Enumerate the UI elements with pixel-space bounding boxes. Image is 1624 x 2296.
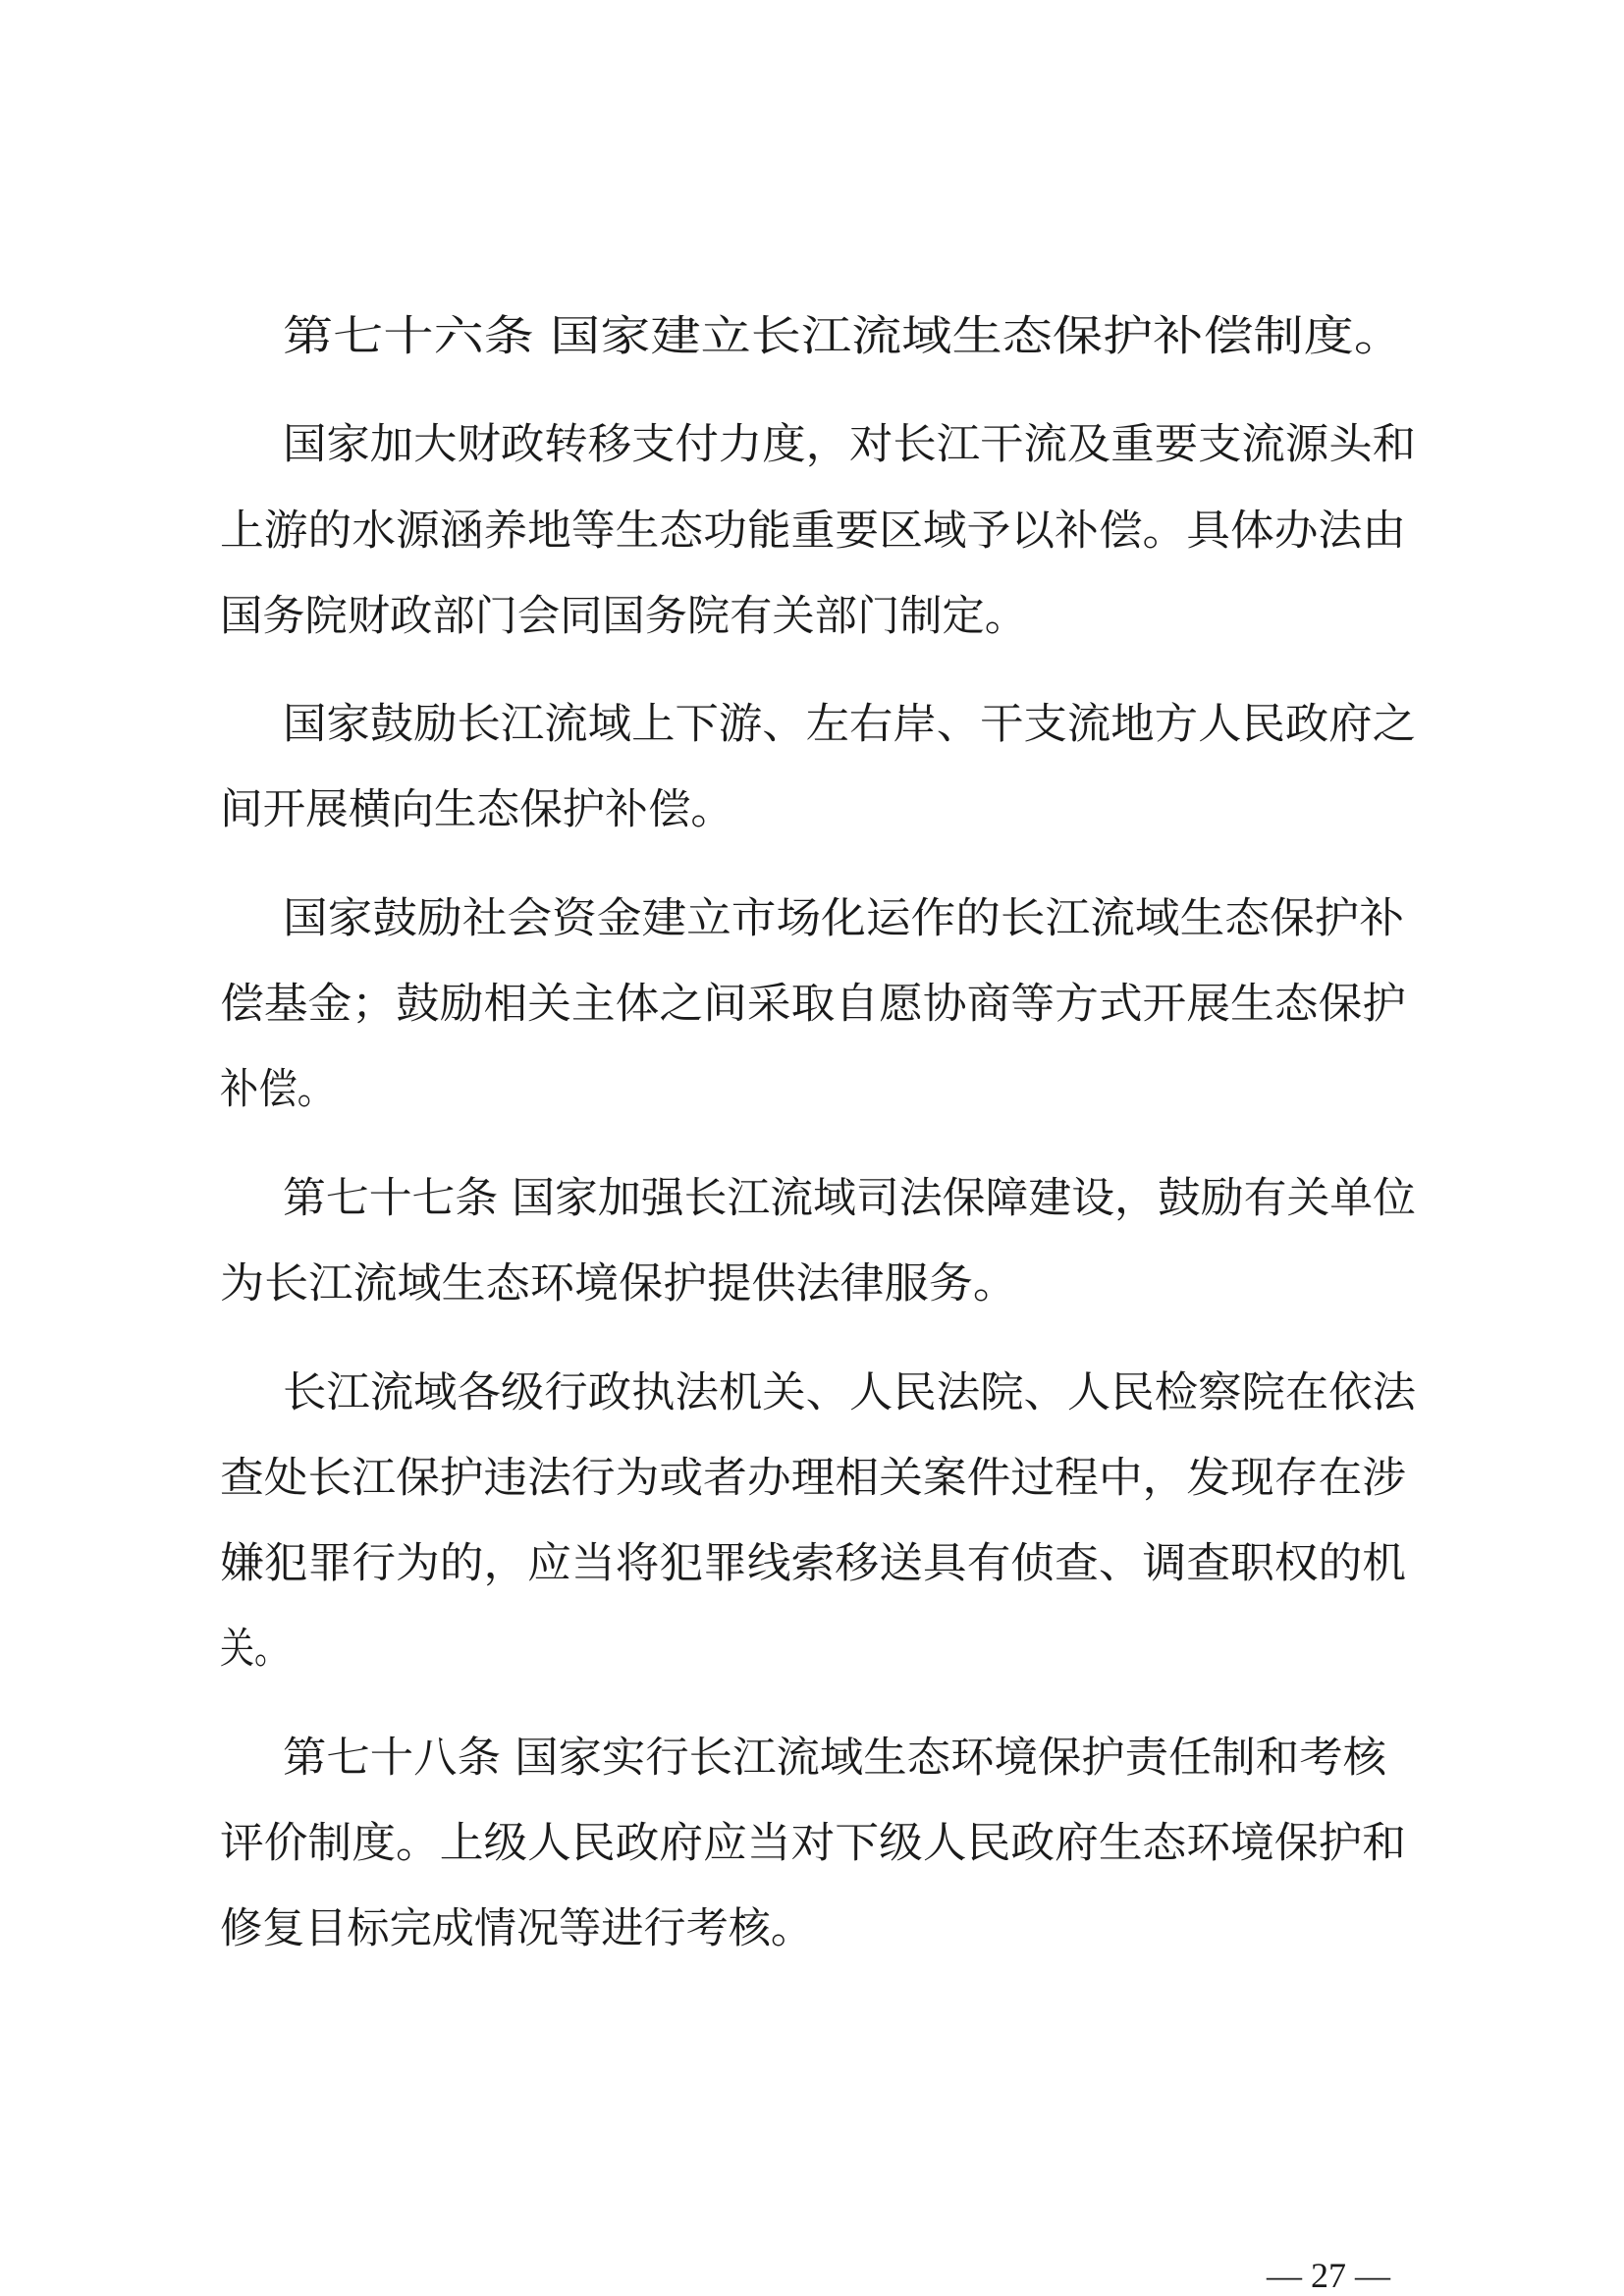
line-3 [0,502,1624,561]
line-15-text: 关。 [220,1625,289,1674]
line-2-text: 国家加大财政转移支付力度，对长江干流及重要支流源头和 [283,420,1416,469]
line-10 [0,1169,1624,1228]
line-6-text: 间开展横向生态保护补偿。 [220,785,733,834]
line-5 [0,695,1624,754]
line-4 [0,587,1624,646]
line-12-text: 长江流域各级行政执法机关、人民法院、人民检察院在依法 [283,1368,1416,1417]
page-number: — 27 — [1267,2256,1390,2295]
line-14 [0,1534,1624,1593]
line-11-text: 为长江流域生态环境保护提供法律服务。 [220,1259,1017,1308]
line-1-text: 第七十六条 国家建立长江流域生态保护补偿制度。 [283,312,1404,361]
line-17-text: 评价制度。上级人民政府应当对下级人民政府生态环境保护和 [220,1819,1407,1868]
line-11 [0,1255,1624,1313]
line-17 [0,1814,1624,1873]
line-1 [0,307,1624,366]
line-16-text: 第七十八条 国家实行长江流域生态环境保护责任制和考核 [283,1734,1386,1783]
line-8 [0,975,1624,1034]
line-15 [0,1620,1624,1679]
line-3-text: 上游的水源涵养地等生态功能重要区域予以补偿。具体办法由 [220,507,1407,556]
line-12 [0,1363,1624,1422]
line-18-text: 修复目标完成情况等进行考核。 [220,1904,813,1953]
line-13 [0,1449,1624,1508]
line-2 [0,415,1624,474]
line-8-text: 偿基金；鼓励相关主体之间采取自愿协商等方式开展生态保护 [220,980,1407,1029]
line-14-text: 嫌犯罪行为的，应当将犯罪线索移送具有侦查、调查职权的机 [220,1539,1407,1588]
line-4-text: 国务院财政部门会同国务院有关部门制定。 [220,592,1027,641]
line-7 [0,889,1624,948]
line-5-text: 国家鼓励长江流域上下游、左右岸、干支流地方人民政府之 [283,700,1416,749]
line-13-text: 查处长江保护违法行为或者办理相关案件过程中，发现存在涉 [220,1454,1407,1503]
line-16 [0,1729,1624,1788]
line-7-text: 国家鼓励社会资金建立市场化运作的长江流域生态保护补 [283,894,1404,943]
line-18 [0,1899,1624,1958]
line-9-text: 补偿。 [220,1065,336,1114]
line-10-text: 第七十七条 国家加强长江流域司法保障建设，鼓励有关单位 [283,1174,1416,1223]
line-6 [0,780,1624,839]
line-9 [0,1060,1624,1119]
